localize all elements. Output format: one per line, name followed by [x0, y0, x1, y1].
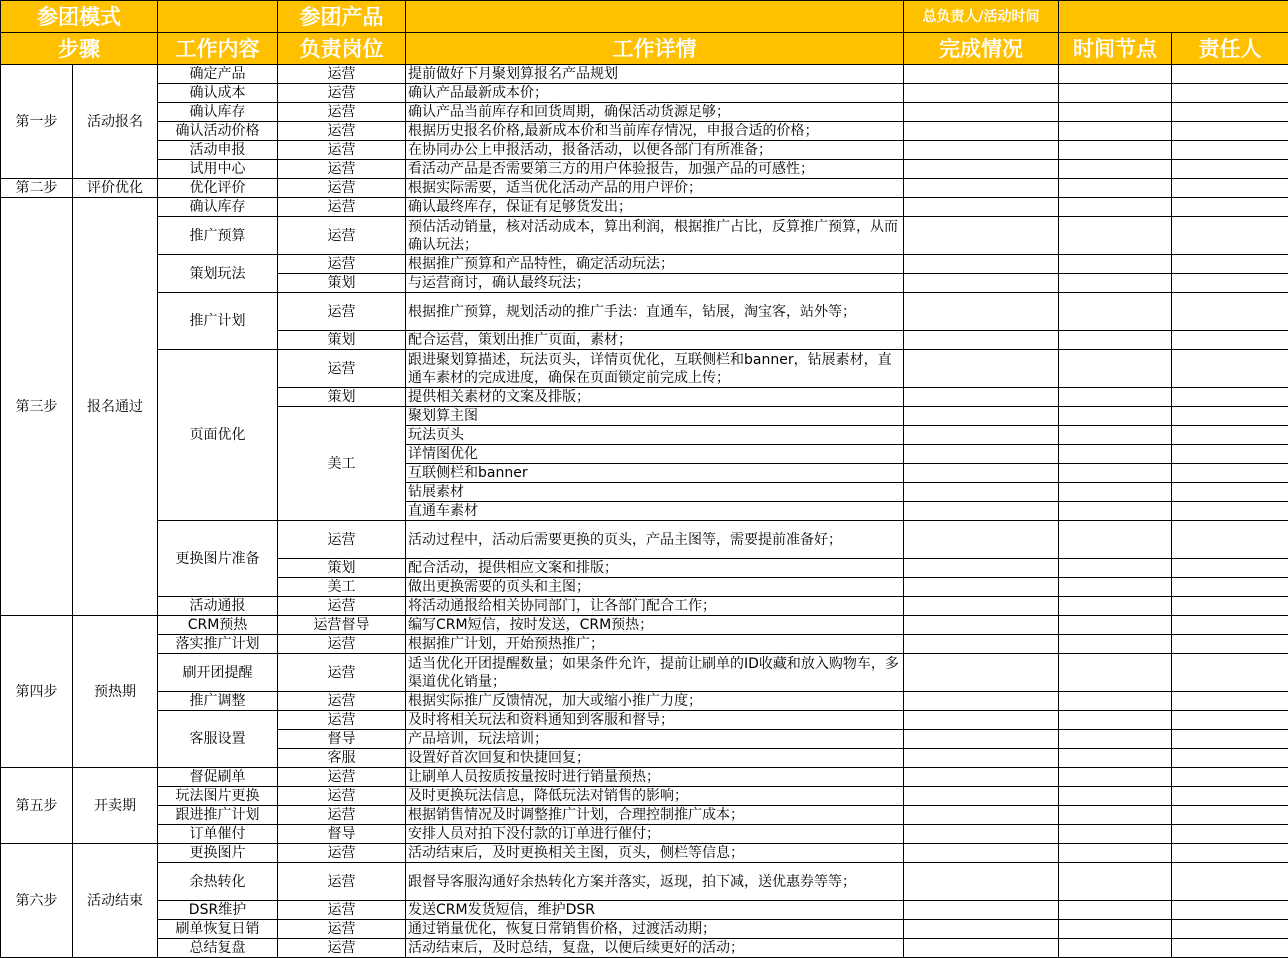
status-cell[interactable]	[904, 65, 1059, 84]
time-cell[interactable]	[1059, 597, 1172, 616]
work-detail: 通过销量优化，恢复日常销售价格，过渡活动期；	[406, 920, 904, 939]
work-content: 推广预算	[158, 217, 278, 255]
owner-cell[interactable]	[1172, 521, 1288, 559]
owner-cell[interactable]	[1172, 635, 1288, 654]
work-detail: 根据历史报名价格,最新成本价和当前库存情况，申报合适的价格；	[406, 122, 904, 141]
work-detail: 与运营商讨，确认最终玩法；	[406, 274, 904, 293]
status-cell[interactable]	[904, 521, 1059, 559]
product-value[interactable]	[406, 1, 904, 33]
col-status: 完成情况	[904, 33, 1059, 65]
col-role: 负责岗位	[278, 33, 406, 65]
table-row	[1, 920, 1288, 939]
owner-cell[interactable]	[1172, 160, 1288, 179]
work-detail: 跟督导客服沟通好余热转化方案并落实，返现，拍下减，送优惠券等等；	[406, 863, 904, 901]
owner-label: 总负责人/活动时间	[904, 1, 1059, 33]
time-cell[interactable]	[1059, 350, 1172, 388]
work-content: 确认库存	[158, 198, 278, 217]
time-cell[interactable]	[1059, 616, 1172, 635]
work-content: 优化评价	[158, 179, 278, 198]
table-row	[1, 160, 1288, 179]
status-cell[interactable]	[904, 274, 1059, 293]
work-content: 页面优化	[158, 350, 278, 521]
status-cell[interactable]	[904, 844, 1059, 863]
col-detail: 工作详情	[406, 33, 904, 65]
table-row	[1, 939, 1288, 958]
work-detail: 产品培训，玩法培训；	[406, 730, 904, 749]
work-content: CRM预热	[158, 616, 278, 635]
owner-cell[interactable]	[1172, 141, 1288, 160]
time-cell[interactable]	[1059, 65, 1172, 84]
work-detail: 在协同办公上申报活动，报备活动，以便各部门有所准备；	[406, 141, 904, 160]
status-cell[interactable]	[904, 787, 1059, 806]
work-content: 余热转化	[158, 863, 278, 901]
time-cell[interactable]	[1059, 806, 1172, 825]
status-cell[interactable]	[904, 331, 1059, 350]
role: 运营	[278, 654, 406, 692]
status-cell[interactable]	[904, 141, 1059, 160]
owner-cell[interactable]	[1172, 768, 1288, 787]
time-cell[interactable]	[1059, 768, 1172, 787]
status-cell[interactable]	[904, 692, 1059, 711]
time-cell[interactable]	[1059, 483, 1172, 502]
role: 运营	[278, 65, 406, 84]
owner-cell[interactable]	[1172, 103, 1288, 122]
role: 运营	[278, 217, 406, 255]
status-cell[interactable]	[904, 464, 1059, 483]
work-content: 活动申报	[158, 141, 278, 160]
step-number: 第二步	[1, 179, 73, 198]
status-cell[interactable]	[904, 578, 1059, 597]
time-cell[interactable]	[1059, 635, 1172, 654]
owner-cell[interactable]	[1172, 711, 1288, 730]
time-cell[interactable]	[1059, 426, 1172, 445]
table-row	[1, 65, 1288, 84]
table-row	[1, 692, 1288, 711]
role: 运营	[278, 597, 406, 616]
time-cell[interactable]	[1059, 217, 1172, 255]
owner-cell[interactable]	[1172, 198, 1288, 217]
role: 运营	[278, 103, 406, 122]
role: 运营	[278, 141, 406, 160]
work-detail: 根据销售情况及时调整推广计划，合理控制推广成本；	[406, 806, 904, 825]
owner-cell[interactable]	[1172, 445, 1288, 464]
time-cell[interactable]	[1059, 711, 1172, 730]
table-row	[1, 255, 1288, 274]
role: 策划	[278, 388, 406, 407]
status-cell[interactable]	[904, 122, 1059, 141]
work-content: 确认库存	[158, 103, 278, 122]
work-content: 确定产品	[158, 65, 278, 84]
col-owner: 责任人	[1172, 33, 1288, 65]
status-cell[interactable]	[904, 806, 1059, 825]
role: 运营督导	[278, 616, 406, 635]
work-content: 确认活动价格	[158, 122, 278, 141]
owner-cell[interactable]	[1172, 844, 1288, 863]
owner-cell[interactable]	[1172, 293, 1288, 331]
work-detail: 钻展素材	[406, 483, 904, 502]
time-cell[interactable]	[1059, 293, 1172, 331]
table-row	[1, 293, 1288, 331]
table-row	[1, 901, 1288, 920]
table-row	[1, 787, 1288, 806]
status-cell[interactable]	[904, 293, 1059, 331]
work-content: DSR维护	[158, 901, 278, 920]
time-cell[interactable]	[1059, 939, 1172, 958]
status-cell[interactable]	[904, 179, 1059, 198]
work-detail: 让刷单人员按质按量按时进行销量预热；	[406, 768, 904, 787]
status-cell[interactable]	[904, 84, 1059, 103]
role: 运营	[278, 806, 406, 825]
mode-value[interactable]	[158, 1, 278, 33]
work-detail: 看活动产品是否需要第三方的用户体验报告，加强产品的可感性；	[406, 160, 904, 179]
time-cell[interactable]	[1059, 160, 1172, 179]
work-detail: 做出更换需要的页头和主图；	[406, 578, 904, 597]
work-detail: 确认产品最新成本价；	[406, 84, 904, 103]
owner-cell[interactable]	[1172, 65, 1288, 84]
table-row	[1, 635, 1288, 654]
table-row	[1, 103, 1288, 122]
table-row	[1, 84, 1288, 103]
owner-cell[interactable]	[1172, 255, 1288, 274]
owner-cell[interactable]	[1172, 407, 1288, 426]
status-cell[interactable]	[904, 825, 1059, 844]
table-row	[1, 217, 1288, 255]
work-content: 试用中心	[158, 160, 278, 179]
work-detail: 聚划算主图	[406, 407, 904, 426]
product-label: 参团产品	[278, 1, 406, 33]
owner-cell[interactable]	[1172, 331, 1288, 350]
owner-cell[interactable]	[1172, 464, 1288, 483]
work-content: 刷开团提醒	[158, 654, 278, 692]
time-cell[interactable]	[1059, 407, 1172, 426]
status-cell[interactable]	[904, 160, 1059, 179]
work-content: 更换图片	[158, 844, 278, 863]
table-row	[1, 863, 1288, 901]
owner-cell[interactable]	[1172, 825, 1288, 844]
work-content: 更换图片准备	[158, 521, 278, 597]
status-cell[interactable]	[904, 749, 1059, 768]
time-cell[interactable]	[1059, 122, 1172, 141]
work-content: 确认成本	[158, 84, 278, 103]
owner-cell[interactable]	[1172, 920, 1288, 939]
work-detail: 根据推广计划，开始预热推广；	[406, 635, 904, 654]
status-cell[interactable]	[904, 559, 1059, 578]
step-number: 第五步	[1, 768, 73, 844]
status-cell[interactable]	[904, 502, 1059, 521]
owner-cell[interactable]	[1172, 654, 1288, 692]
table-row	[1, 521, 1288, 559]
status-cell[interactable]	[904, 103, 1059, 122]
step-name: 报名通过	[73, 198, 158, 616]
time-cell[interactable]	[1059, 274, 1172, 293]
time-cell[interactable]	[1059, 331, 1172, 350]
owner-cell[interactable]	[1172, 559, 1288, 578]
work-detail: 活动过程中，活动后需要更换的页头，产品主图等，需要提前准备好；	[406, 521, 904, 559]
table-row	[1, 179, 1288, 198]
time-cell[interactable]	[1059, 578, 1172, 597]
owner-cell[interactable]	[1172, 901, 1288, 920]
work-content: 玩法图片更换	[158, 787, 278, 806]
step-number: 第六步	[1, 844, 73, 958]
role: 策划	[278, 331, 406, 350]
step-number: 第一步	[1, 65, 73, 179]
work-detail: 根据实际需要，适当优化活动产品的用户评价；	[406, 179, 904, 198]
role: 运营	[278, 350, 406, 388]
step-name: 活动报名	[73, 65, 158, 179]
work-content: 策划玩法	[158, 255, 278, 293]
owner-cell[interactable]	[1172, 426, 1288, 445]
time-cell[interactable]	[1059, 749, 1172, 768]
work-detail: 配合活动，提供相应文案和排版；	[406, 559, 904, 578]
time-cell[interactable]	[1059, 844, 1172, 863]
work-detail: 预估活动销量，核对活动成本，算出利润，根据推广占比，反算推广预算，从而确认玩法；	[406, 217, 904, 255]
time-cell[interactable]	[1059, 179, 1172, 198]
status-cell[interactable]	[904, 730, 1059, 749]
role: 美工	[278, 578, 406, 597]
step-name: 预热期	[73, 616, 158, 768]
work-detail: 设置好首次回复和快捷回复；	[406, 749, 904, 768]
role: 运营	[278, 844, 406, 863]
table-row	[1, 198, 1288, 217]
work-detail: 活动结束后，及时更换相关主图，页头，侧栏等信息；	[406, 844, 904, 863]
time-cell[interactable]	[1059, 198, 1172, 217]
table-row	[1, 806, 1288, 825]
owner-cell[interactable]	[1172, 616, 1288, 635]
role: 运营	[278, 84, 406, 103]
time-cell[interactable]	[1059, 445, 1172, 464]
role: 策划	[278, 274, 406, 293]
work-content: 总结复盘	[158, 939, 278, 958]
owner-cell[interactable]	[1172, 217, 1288, 255]
work-content: 刷单恢复日销	[158, 920, 278, 939]
table-row	[1, 825, 1288, 844]
status-cell[interactable]	[904, 597, 1059, 616]
time-cell[interactable]	[1059, 84, 1172, 103]
role: 运营	[278, 901, 406, 920]
owner-cell[interactable]	[1172, 84, 1288, 103]
status-cell[interactable]	[904, 920, 1059, 939]
owner-cell[interactable]	[1172, 863, 1288, 901]
role: 运营	[278, 768, 406, 787]
work-content: 订单催付	[158, 825, 278, 844]
status-cell[interactable]	[904, 217, 1059, 255]
role: 运营	[278, 160, 406, 179]
work-detail: 根据推广预算和产品特性，确定活动玩法；	[406, 255, 904, 274]
status-cell[interactable]	[904, 711, 1059, 730]
role: 督导	[278, 730, 406, 749]
status-cell[interactable]	[904, 407, 1059, 426]
work-detail: 及时更换玩法信息，降低玩法对销售的影响；	[406, 787, 904, 806]
step-name: 开卖期	[73, 768, 158, 844]
time-cell[interactable]	[1059, 654, 1172, 692]
work-content: 推广计划	[158, 293, 278, 350]
time-cell[interactable]	[1059, 464, 1172, 483]
mode-label: 参团模式	[1, 1, 158, 33]
time-cell[interactable]	[1059, 521, 1172, 559]
work-detail: 安排人员对拍下没付款的订单进行催付；	[406, 825, 904, 844]
role: 运营	[278, 787, 406, 806]
role: 运营	[278, 198, 406, 217]
status-cell[interactable]	[904, 616, 1059, 635]
role: 运营	[278, 920, 406, 939]
time-cell[interactable]	[1059, 787, 1172, 806]
table-row	[1, 711, 1288, 730]
status-cell[interactable]	[904, 445, 1059, 464]
work-content: 落实推广计划	[158, 635, 278, 654]
col-time: 时间节点	[1059, 33, 1172, 65]
work-detail: 详情图优化	[406, 445, 904, 464]
owner-cell[interactable]	[1172, 122, 1288, 141]
table-row	[1, 597, 1288, 616]
time-cell[interactable]	[1059, 730, 1172, 749]
work-detail: 提前做好下月聚划算报名产品规划	[406, 65, 904, 84]
role: 运营	[278, 939, 406, 958]
work-content: 客服设置	[158, 711, 278, 768]
time-cell[interactable]	[1059, 901, 1172, 920]
status-cell[interactable]	[904, 768, 1059, 787]
work-detail: 提供相关素材的文案及排版；	[406, 388, 904, 407]
work-detail: 根据实际推广反馈情况，加大或缩小推广力度；	[406, 692, 904, 711]
table-row	[1, 141, 1288, 160]
status-cell[interactable]	[904, 255, 1059, 274]
owner-cell[interactable]	[1172, 692, 1288, 711]
work-content: 跟进推广计划	[158, 806, 278, 825]
role: 策划	[278, 559, 406, 578]
owner-cell[interactable]	[1172, 749, 1288, 768]
status-cell[interactable]	[904, 388, 1059, 407]
status-cell[interactable]	[904, 426, 1059, 445]
status-cell[interactable]	[904, 635, 1059, 654]
role: 督导	[278, 825, 406, 844]
role: 运营	[278, 635, 406, 654]
work-detail: 活动结束后，及时总结，复盘，以便后续更好的活动；	[406, 939, 904, 958]
owner-cell[interactable]	[1172, 350, 1288, 388]
status-cell[interactable]	[904, 198, 1059, 217]
table-row	[1, 616, 1288, 635]
table-row	[1, 350, 1288, 388]
time-cell[interactable]	[1059, 825, 1172, 844]
role: 运营	[278, 521, 406, 559]
time-cell[interactable]	[1059, 863, 1172, 901]
work-detail: 确认最终库存，保证有足够货发出；	[406, 198, 904, 217]
work-detail: 根据推广预算，规划活动的推广手法：直通车，钻展，淘宝客，站外等；	[406, 293, 904, 331]
owner-cell[interactable]	[1172, 597, 1288, 616]
role: 运营	[278, 122, 406, 141]
time-cell[interactable]	[1059, 559, 1172, 578]
owner-cell[interactable]	[1172, 939, 1288, 958]
role: 运营	[278, 293, 406, 331]
owner-cell[interactable]	[1172, 730, 1288, 749]
time-cell[interactable]	[1059, 920, 1172, 939]
status-cell[interactable]	[904, 901, 1059, 920]
owner-cell[interactable]	[1172, 787, 1288, 806]
time-cell[interactable]	[1059, 388, 1172, 407]
role: 运营	[278, 711, 406, 730]
owner-cell[interactable]	[1172, 806, 1288, 825]
work-detail: 发送CRM发货短信，维护DSR	[406, 901, 904, 920]
work-detail: 直通车素材	[406, 502, 904, 521]
role: 运营	[278, 863, 406, 901]
role: 客服	[278, 749, 406, 768]
time-cell[interactable]	[1059, 141, 1172, 160]
work-detail: 适当优化开团提醒数量；如果条件允许，提前让刷单的ID收藏和放入购物车，多渠道优化销量；	[406, 654, 904, 692]
work-content: 活动通报	[158, 597, 278, 616]
table-row	[1, 844, 1288, 863]
owner-cell[interactable]	[1172, 578, 1288, 597]
step-name: 活动结束	[73, 844, 158, 958]
work-detail: 将活动通报给相关协同部门，让各部门配合工作；	[406, 597, 904, 616]
owner-cell[interactable]	[1172, 502, 1288, 521]
work-content: 推广调整	[158, 692, 278, 711]
owner-cell[interactable]	[1172, 274, 1288, 293]
table-row	[1, 122, 1288, 141]
work-detail: 编写CRM短信，按时发送，CRM预热；	[406, 616, 904, 635]
role: 美工	[278, 407, 406, 521]
work-detail: 确认产品当前库存和回货周期，确保活动货源足够；	[406, 103, 904, 122]
time-cell[interactable]	[1059, 103, 1172, 122]
table-row	[1, 654, 1288, 692]
work-content: 督促刷单	[158, 768, 278, 787]
step-number: 第三步	[1, 198, 73, 616]
owner-cell[interactable]	[1172, 179, 1288, 198]
time-cell[interactable]	[1059, 255, 1172, 274]
owner-cell[interactable]	[1172, 483, 1288, 502]
role: 运营	[278, 255, 406, 274]
work-detail: 跟进聚划算描述，玩法页头，详情页优化，互联侧栏和banner，钻展素材，直通车素材的完成进度，确保在页面锁定前完成上传；	[406, 350, 904, 388]
owner-value[interactable]	[1059, 1, 1288, 33]
work-detail: 玩法页头	[406, 426, 904, 445]
col-content: 工作内容	[158, 33, 278, 65]
role: 运营	[278, 692, 406, 711]
work-detail: 互联侧栏和banner	[406, 464, 904, 483]
status-cell[interactable]	[904, 654, 1059, 692]
status-cell[interactable]	[904, 350, 1059, 388]
step-name: 评价优化	[73, 179, 158, 198]
role: 运营	[278, 179, 406, 198]
status-cell[interactable]	[904, 483, 1059, 502]
time-cell[interactable]	[1059, 692, 1172, 711]
work-detail: 配合运营，策划出推广页面，素材；	[406, 331, 904, 350]
status-cell[interactable]	[904, 939, 1059, 958]
time-cell[interactable]	[1059, 502, 1172, 521]
table-row	[1, 768, 1288, 787]
step-number: 第四步	[1, 616, 73, 768]
work-detail: 及时将相关玩法和资料通知到客服和督导；	[406, 711, 904, 730]
col-step: 步骤	[1, 33, 158, 65]
owner-cell[interactable]	[1172, 388, 1288, 407]
status-cell[interactable]	[904, 863, 1059, 901]
